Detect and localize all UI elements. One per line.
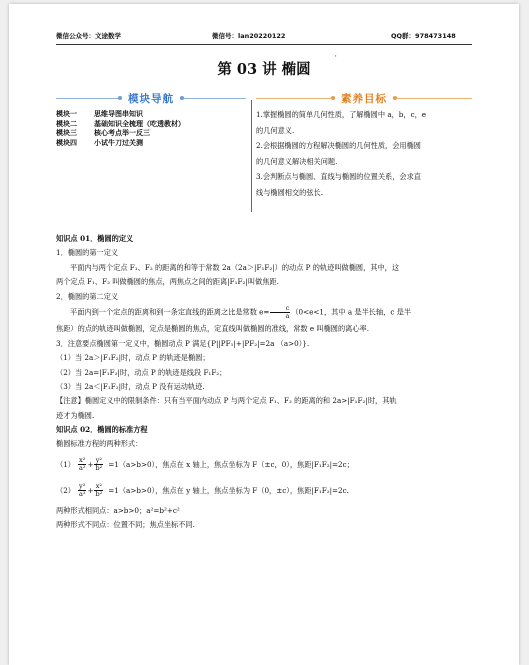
- case-line: （3）当 2a＜|F₁F₂|时，动点 P 没有运动轨迹.: [56, 381, 205, 391]
- banner-line-right: [397, 98, 472, 99]
- fraction: $\frac{\text{x²}}{\text{b²}}$: [95, 482, 103, 499]
- paragraph: 两种形式不同点：位置不同；焦点坐标不同.: [56, 520, 195, 530]
- header-wechat-account: 微信公众号：文途数学: [56, 32, 121, 40]
- standard-equation-x-axis: （1） $\frac{\text{x²}}{\text{a²}}$ + $\frac{\text{y²}}{\text{b²}}$ =1（a>b>0），焦点在 x 轴上，焦点坐标为 F（±c，0），焦距|F₁F₂|=2c；: [56, 456, 354, 473]
- banner-line-left: [56, 98, 118, 99]
- note-paragraph: 【注意】椭圆定义中的限制条件：只有当平面内动点 P 与两个定点 F₁、F₂ 的距离的和 2a>|F₁F₂|时，其轨: [56, 396, 397, 406]
- fraction: $\frac{\text{y²}}{\text{a²}}$: [78, 482, 86, 499]
- module-nav-banner: [56, 90, 246, 106]
- knowledge-point-heading: 知识点 01．椭圆的定义: [56, 234, 134, 243]
- goal-line: 2.会根据椭圆的方程解决椭圆的几何性质，会用椭圆: [256, 141, 421, 150]
- case-line: （1）当 2a＞|F₁F₂|时，动点 P 的轨迹是椭圆；: [56, 353, 210, 363]
- goal-line: 1.掌握椭圆的简单几何性质，了解椭圆中 a，b，c，e: [256, 110, 427, 119]
- page-title-text: 第 03 讲 椭圆: [217, 61, 311, 78]
- goal-line: 3.会判断点与椭圆、直线与椭圆的位置关系，会求直: [256, 172, 421, 181]
- subsection-heading: 2．椭圆的第二定义: [56, 291, 119, 301]
- paragraph: 3．注意要点椭圆第一定义中，椭圆动点 P 满足{P||PF₁|+|PF₂|=2a （a>0）}.: [56, 338, 310, 348]
- paragraph: 两个定点 F₁、F₂ 叫做椭圆的焦点，两焦点之间的距离|F₁F₂|叫做焦距.: [56, 277, 279, 287]
- standard-equation-y-axis: （2） $\frac{\text{y²}}{\text{a²}}$ + $\frac{\text{x²}}{\text{b²}}$ =1（a>b>0），焦点在 y 轴上，焦点坐标为 F（0，±c），焦距|F₁F₂|=2c.: [56, 482, 349, 499]
- paragraph: 两种形式相同点：a>b>0；a²=b²+c²: [56, 505, 180, 515]
- paragraph: 焦距）的点的轨迹叫做椭圆，定点是椭圆的焦点，定直线叫做椭圆的准线，常数 e 叫椭圆的离心率.: [56, 324, 369, 334]
- title-mark: ': [335, 55, 337, 62]
- module-nav-item: 模块三 核心考点举一反三: [56, 129, 150, 137]
- column-divider: [251, 100, 252, 212]
- paragraph-eccentricity: 平面内到一个定点的距离和到一条定直线的距离之比是常数 e= $\frac{c}{a}$ （0<e<1，其中 a 是半长轴，c 是半: [70, 303, 412, 320]
- literacy-goals-banner: [256, 90, 472, 106]
- header-qq-group: QQ群：978473148: [391, 32, 456, 40]
- subsection-heading: 1．椭圆的第一定义: [56, 248, 119, 258]
- fraction: $\frac{\text{y²}}{\text{b²}}$: [95, 456, 103, 473]
- goal-line: 线与椭圆相交的弦长.: [256, 187, 323, 197]
- case-line: （2）当 2a=|F₁F₂|时，动点 P 的轨迹是线段 F₁F₂；: [56, 367, 227, 377]
- module-nav-heading: 模块导航: [128, 92, 174, 105]
- goal-line: 的几何意义.: [256, 125, 295, 135]
- paragraph: 平面内与两个定点 F₁、F₂ 的距离的和等于常数 2a（2a＞|F₁F₂|）的动点 P 的轨迹叫做椭圆，其中，这: [70, 262, 400, 272]
- header-divider: [56, 44, 472, 45]
- module-nav-list: [56, 110, 246, 148]
- page-title: [9, 55, 519, 79]
- knowledge-point-heading: 知识点 02．椭圆的标准方程: [56, 425, 148, 435]
- module-nav-item: 模块二 基础知识全梳理（吃透教材）: [56, 119, 185, 128]
- literacy-goals-list: [256, 107, 472, 200]
- fraction: $\frac{\text{x²}}{\text{a²}}$: [78, 456, 86, 473]
- module-nav-item: 模块一 思维导图串知识: [56, 110, 143, 118]
- knowledge-content: [56, 233, 472, 534]
- literacy-goals-heading: 素养目标: [341, 92, 387, 105]
- banner-line-right: [184, 98, 246, 99]
- fraction-c-over-a: $\frac{c}{a}$: [270, 305, 290, 320]
- paragraph: 椭圆标准方程的两种形式：: [56, 439, 143, 449]
- note-paragraph-cont: 迹才为椭圆.: [56, 410, 95, 420]
- goal-line: 的几何意义解决相关问题.: [256, 156, 338, 166]
- header-wechat-id: 微信号：lan20220122: [212, 32, 286, 40]
- document-page: [9, 4, 519, 665]
- banner-line-left: [256, 98, 331, 99]
- module-nav-item: 模块四 小试牛刀过关测: [56, 138, 143, 147]
